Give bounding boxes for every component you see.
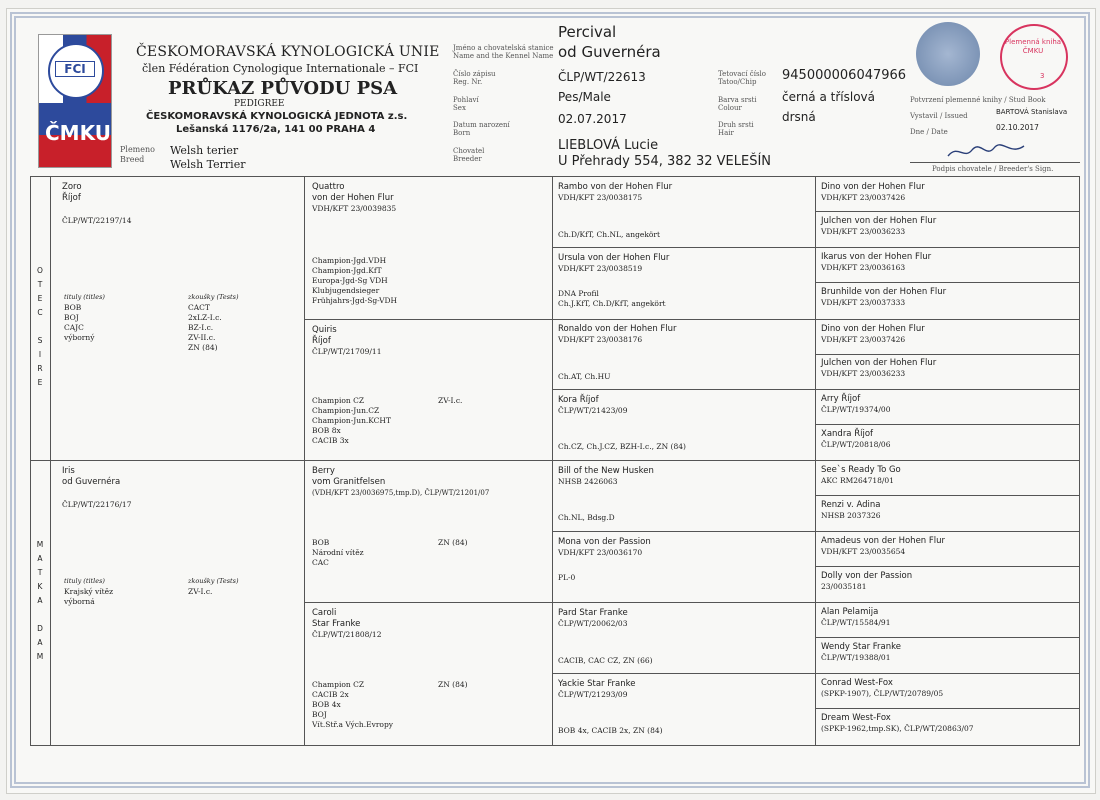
doc-title: PRŮKAZ PŮVODU PSA (168, 78, 398, 99)
dam-cell: Iris od Guvernéra ČLP/WT/22176/17 (62, 466, 132, 509)
sex-value: Pes/Male (558, 90, 611, 104)
sire-exams: CACT 2xLZ-I.c. BZ-I.c. ZV-II.c. ZN (84) (188, 303, 222, 352)
gg-grandparent-cell: Brunhilde von der Hohen Flur VDH/KFT 23/0037333 (821, 287, 947, 307)
sign-line (910, 162, 1080, 163)
club-address: Lešanská 1176/2a, 141 00 PRAHA 4 (176, 124, 376, 135)
grandparent-cell: Quiris Říjof ČLP/WT/21709/11 (312, 325, 382, 356)
hair-value: drsná (782, 110, 816, 124)
org-member: člen Fédération Cynologique Internationale – FCI (142, 62, 419, 75)
name-label: Jméno a chovatelská stanice Name and the Kennel Name (453, 44, 554, 60)
breed-label: Plemeno (120, 145, 155, 154)
gg-grandparent-cell: Julchen von der Hohen Flur VDH/KFT 23/0036233 (821, 358, 937, 378)
chip-label: Tetovací číslo Tatoo/Chip (718, 70, 767, 86)
great-grandparent-cell: Mona von der Passion VDH/KFT 23/0036170 (558, 537, 651, 557)
issued-value: BARTOVÁ Stanislava (996, 108, 1068, 116)
grandparent-titles: Champion CZ CACIB 2x BOB 4x BOJ Vít.Stř.a Vých.Evropy (312, 680, 393, 729)
cmku-logo-icon: ČMKU (45, 121, 111, 145)
sire-side-label: O T E C S I R E (37, 266, 43, 387)
dam-titles: Krajský vítěz výborná (64, 587, 114, 606)
gg-grandparent-cell: Ikarus von der Hohen Flur VDH/KFT 23/0036163 (821, 252, 932, 272)
great-grandparent-cell: Yackie Star Franke ČLP/WT/21293/09 (558, 679, 636, 699)
gg-grandparent-cell: Renzi v. Adina NHSB 2037326 (821, 500, 881, 520)
sign-label: Podpis chovatele / Breeder's Sign. (932, 165, 1054, 173)
dam-exams-label: zkoušky (Tests) (188, 577, 239, 585)
breed-label-en: Breed (120, 155, 145, 164)
stamp-text: Plemenná kniha ČMKU (1004, 38, 1062, 55)
issued-label: Vystavil / Issued (910, 112, 968, 120)
sex-label: Pohlaví Sex (453, 96, 479, 112)
grandparent-titles: Champion CZ Champion-Jun.CZ Champion-Jun.KCHT BOB 8x CACIB 3x (312, 396, 391, 445)
great-grandparent-cell: Ursula von der Hohen Flur VDH/KFT 23/0038519 (558, 253, 670, 273)
great-grandparent-cell: Kora Říjof ČLP/WT/21423/09 (558, 395, 628, 415)
dam-titles-label: tituly (titles) (64, 577, 105, 585)
sire-cell: Zoro Říjof ČLP/WT/22197/14 (62, 182, 132, 225)
grandparent-titles: Champion-Jgd.VDH Champion-Jgd.KfT Europa-Jgd-Sg VDH Klubjugendsieger Frühjahrs-Jgd-Sg-VDH (312, 256, 398, 305)
gg-grandparent-cell: Amadeus von der Hohen Flur VDH/KFT 23/0035654 (821, 536, 946, 556)
great-grandparent-cell: Rambo von der Hohen Flur VDH/KFT 23/0038175 (558, 182, 673, 202)
grandparent-cell: Berry vom Granitfelsen (VDH/KFT 23/0036975,tmp.D), ČLP/WT/21201/07 (312, 466, 490, 497)
great-grandparent-notes: Ch.CZ, Ch.J.CZ, BZH-I.c., ZN (84) (558, 442, 686, 451)
date-value: 02.10.2017 (996, 123, 1039, 132)
born-value: 02.07.2017 (558, 112, 627, 126)
colour-value: černá a tříslová (782, 90, 875, 104)
great-grandparent-cell: Ronaldo von der Hohen Flur VDH/KFT 23/0038176 (558, 324, 677, 344)
great-grandparent-notes: Ch.NL, Bdsg.D (558, 513, 615, 522)
reg-value: ČLP/WT/22613 (558, 70, 646, 84)
dam-exams: ZV-I.c. (188, 587, 213, 596)
dam-side-label: M A T K A D A M (36, 540, 44, 661)
gg-grandparent-cell: Xandra Říjof ČLP/WT/20818/06 (821, 429, 891, 449)
chip-value: 945000006047966 (782, 68, 907, 83)
grandparent-cell: Caroli Star Franke ČLP/WT/21808/12 (312, 608, 382, 639)
logo-block (38, 34, 112, 168)
great-grandparent-cell: Pard Star Franke ČLP/WT/20062/03 (558, 608, 628, 628)
gg-grandparent-cell: Wendy Star Franke ČLP/WT/19388/01 (821, 642, 901, 662)
breed-en: Welsh Terrier (170, 158, 246, 171)
doc-subtitle: PEDIGREE (234, 99, 285, 109)
date-label: Dne / Date (910, 128, 948, 136)
gg-grandparent-cell: Arry Říjof ČLP/WT/19374/00 (821, 394, 891, 414)
grandparent-exams: ZV-I.c. (438, 396, 463, 405)
gg-grandparent-cell: Dino von der Hohen Flur VDH/KFT 23/0037426 (821, 324, 925, 344)
gg-grandparent-cell: Conrad West-Fox (SPKP-1907), ČLP/WT/20789/05 (821, 678, 944, 698)
great-grandparent-notes: Ch.AT, Ch.HU (558, 372, 611, 381)
gg-grandparent-cell: Julchen von der Hohen Flur VDH/KFT 23/0036233 (821, 216, 937, 236)
great-grandparent-notes: DNA Profil Ch.J.KfT, Ch.D/KfT, angekört (558, 289, 666, 308)
gg-grandparent-cell: Dolly von der Passion 23/0035181 (821, 571, 913, 591)
stamp-circle-icon (1000, 24, 1068, 90)
born-label: Datum narození Born (453, 121, 510, 137)
sire-titles: BOB BOJ CAJC výborný (64, 303, 95, 342)
dog-name: Percival od Guvernéra (558, 23, 661, 61)
org-name: ČESKOMORAVSKÁ KYNOLOGICKÁ UNIE (136, 44, 440, 60)
club-name: ČESKOMORAVSKÁ KYNOLOGICKÁ JEDNOTA z.s. (146, 111, 408, 122)
gg-grandparent-cell: Dream West-Fox (SPKP-1962,tmp.SK), ČLP/WT/20863/07 (821, 713, 974, 733)
grandparent-cell: Quattro von der Hohen Flur VDH/KFT 23/0039835 (312, 182, 397, 213)
gg-grandparent-cell: Alan Pelamija ČLP/WT/15584/91 (821, 607, 891, 627)
great-grandparent-notes: PL-0 (558, 573, 576, 582)
great-grandparent-notes: CACIB, CAC CZ, ZN (66) (558, 656, 653, 665)
sire-exams-label: zkoušky (Tests) (188, 293, 239, 301)
gg-grandparent-cell: See`s Ready To Go AKC RM264718/01 (821, 465, 901, 485)
great-grandparent-notes: Ch.D/KfT, Ch.NL, angekört (558, 230, 661, 239)
breeder-label: Chovatel Breeder (453, 147, 485, 163)
grandparent-exams: ZN (84) (438, 538, 468, 547)
reg-label: Číslo zápisu Reg. Nr. (453, 70, 496, 86)
colour-label: Barva srsti Colour (718, 96, 757, 112)
stamp-number: 3 (1040, 72, 1045, 80)
breed-cz: Welsh terier (170, 144, 239, 157)
generation-divider (30, 460, 1080, 461)
hologram-seal (916, 22, 980, 86)
great-grandparent-cell: Bill of the New Husken NHSB 2426063 (558, 466, 654, 486)
gg-grandparent-cell: Dino von der Hohen Flur VDH/KFT 23/0037426 (821, 182, 925, 202)
studbook-label: Potvrzení plemenné knihy / Stud Book (910, 96, 1046, 104)
signature-icon (946, 142, 1026, 160)
hair-label: Druh srsti Hair (718, 121, 754, 137)
breeder-value: LIEBLOVÁ Lucie U Přehrady 554, 382 32 VELEŠÍN (558, 138, 772, 169)
fci-logo-text: FCI (55, 61, 95, 77)
great-grandparent-notes: BOB 4x, CACIB 2x, ZN (84) (558, 726, 663, 735)
sire-titles-label: tituly (titles) (64, 293, 105, 301)
grandparent-titles: BOB Národní vítěz CAC (312, 538, 364, 567)
grandparent-exams: ZN (84) (438, 680, 468, 689)
